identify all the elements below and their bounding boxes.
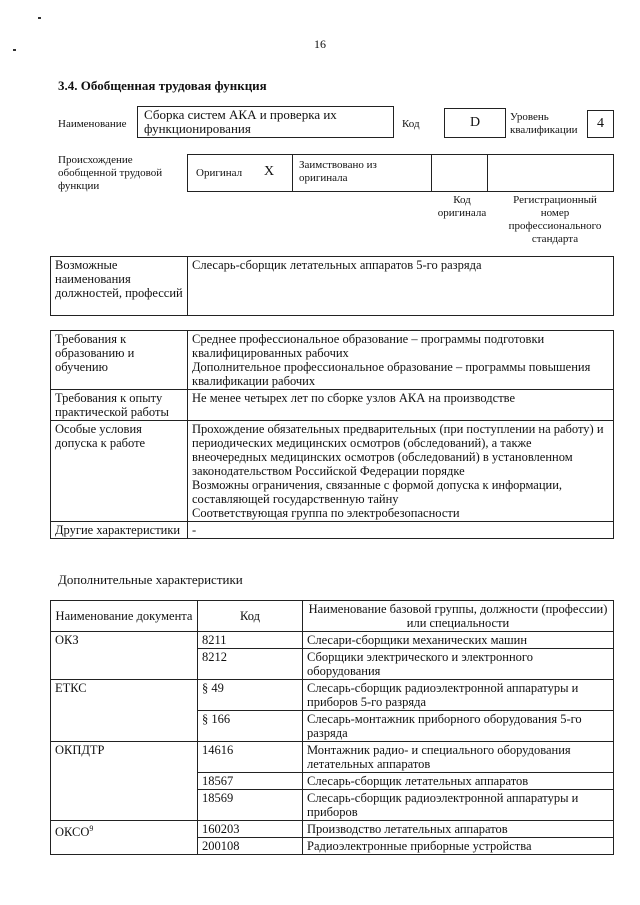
origin-reg-caption: Регистрационный номер профессионального стандарта (508, 194, 602, 245)
name-cell: Слесарь-сборщик радиоэлектронной аппаратуры и приборов (303, 790, 614, 821)
requirement-row (51, 390, 614, 421)
requirement-label: Особые условия допуска к работе (51, 421, 188, 522)
borrowed-label: Заимствовано из оригинала (299, 159, 377, 184)
name-cell: Производство летательных аппаратов (303, 821, 614, 838)
document-name (51, 632, 198, 680)
document-name-text: ОКЗ (55, 633, 79, 647)
code-cell: § 49 (198, 680, 303, 711)
requirement-line: - (192, 523, 197, 537)
name-label: Наименование (58, 118, 127, 130)
code-cell: 200108 (198, 838, 303, 855)
name-cell: Слесарь-сборщик радиоэлектронной аппаратуры и приборов 5-го разряда (303, 680, 614, 711)
footnote-ref: 9 (89, 824, 94, 833)
positions-label: Возможные наименования должностей, профессий (51, 257, 188, 316)
code-value: D (469, 115, 481, 130)
table-row (51, 680, 614, 711)
column-header: Код (198, 601, 303, 632)
name-cell: Сборщики электрического и электронного оборудования (303, 649, 614, 680)
additional-table (50, 600, 614, 855)
document-name (51, 680, 198, 742)
original-mark: X (264, 164, 275, 179)
origin-code-caption: Код оригинала (437, 194, 487, 219)
document-name-text: ОКСО (55, 825, 90, 840)
header-row (51, 601, 614, 632)
origin-reg-box (487, 154, 614, 192)
origin-code-box (431, 154, 488, 192)
scan-mark (38, 17, 41, 19)
original-label: Оригинал (196, 167, 243, 179)
column-header: Наименование документа (51, 601, 198, 632)
code-cell: 18567 (198, 773, 303, 790)
requirement-line: Соответствующая группа по электробезопасности (192, 506, 460, 520)
requirement-label: Требования к образованию и обучению (51, 331, 188, 390)
requirement-line: Дополнительное профессиональное образование – программы повышения квалификации рабочих (192, 360, 591, 388)
code-cell: § 166 (198, 711, 303, 742)
code-box (444, 108, 506, 138)
code-cell: 8212 (198, 649, 303, 680)
code-cell: 14616 (198, 742, 303, 773)
origin-borrowed-box (292, 154, 432, 192)
requirement-line: Прохождение обязательных предварительных (при поступлении на работу) и периодических медицинских осмотров (обследований), а также внеочередных медицинских осмотров (обследований) в установленном законодательством Российской Федерации порядке (192, 422, 604, 478)
positions-row (51, 257, 614, 316)
table-row (51, 742, 614, 773)
name-cell: Слесари-сборщики механических машин (303, 632, 614, 649)
table-row (51, 821, 614, 838)
requirement-value (188, 421, 614, 522)
origin-label: Происхождение обобщенной трудовой функции (58, 154, 163, 192)
document-name-text: ОКПДТР (55, 743, 105, 757)
level-value: 4 (597, 116, 604, 131)
requirement-value (188, 331, 614, 390)
positions-table (50, 256, 614, 316)
name-cell: Слесарь-сборщик летательных аппаратов (303, 773, 614, 790)
requirement-label: Другие характеристики (51, 522, 188, 539)
requirement-row (51, 522, 614, 539)
document-name (51, 742, 198, 821)
requirement-line: Среднее профессиональное образование – программы подготовки квалифицированных рабочих (192, 332, 545, 360)
requirement-line: Возможны ограничения, связанные с формой допуска к информации, составляющей государственную тайну (192, 478, 563, 506)
code-label: Код (402, 118, 420, 130)
requirement-line: Не менее четырех лет по сборке узлов АКА на производстве (192, 391, 516, 405)
name-cell: Радиоэлектронные приборные устройства (303, 838, 614, 855)
page-number: 16 (314, 37, 326, 51)
document-name (51, 821, 198, 855)
requirements-table (50, 330, 614, 539)
code-cell: 8211 (198, 632, 303, 649)
positions-value: Слесарь-сборщик летательных аппаратов 5-го разряда (188, 257, 614, 316)
document-name-text: ЕТКС (55, 681, 87, 695)
section-title: 3.4. Обобщенная трудовая функция (58, 78, 267, 93)
origin-original-box (187, 154, 293, 192)
code-cell: 160203 (198, 821, 303, 838)
level-label: Уровень квалификации (510, 111, 578, 136)
requirement-value (188, 390, 614, 421)
name-cell: Слесарь-монтажник приборного оборудования 5-го разряда (303, 711, 614, 742)
additional-title: Дополнительные характеристики (58, 572, 243, 587)
name-cell: Монтажник радио- и специального оборудования летательных аппаратов (303, 742, 614, 773)
code-cell: 18569 (198, 790, 303, 821)
requirement-value (188, 522, 614, 539)
function-name-value: Сборка систем АКА и проверка их функционирования (144, 107, 337, 136)
column-header: Наименование базовой группы, должности (профессии) или специальности (303, 601, 614, 632)
level-box (587, 110, 614, 138)
table-row (51, 632, 614, 649)
function-name-box (137, 106, 394, 138)
requirement-label: Требования к опыту практической работы (51, 390, 188, 421)
requirement-row (51, 421, 614, 522)
requirement-row (51, 331, 614, 390)
